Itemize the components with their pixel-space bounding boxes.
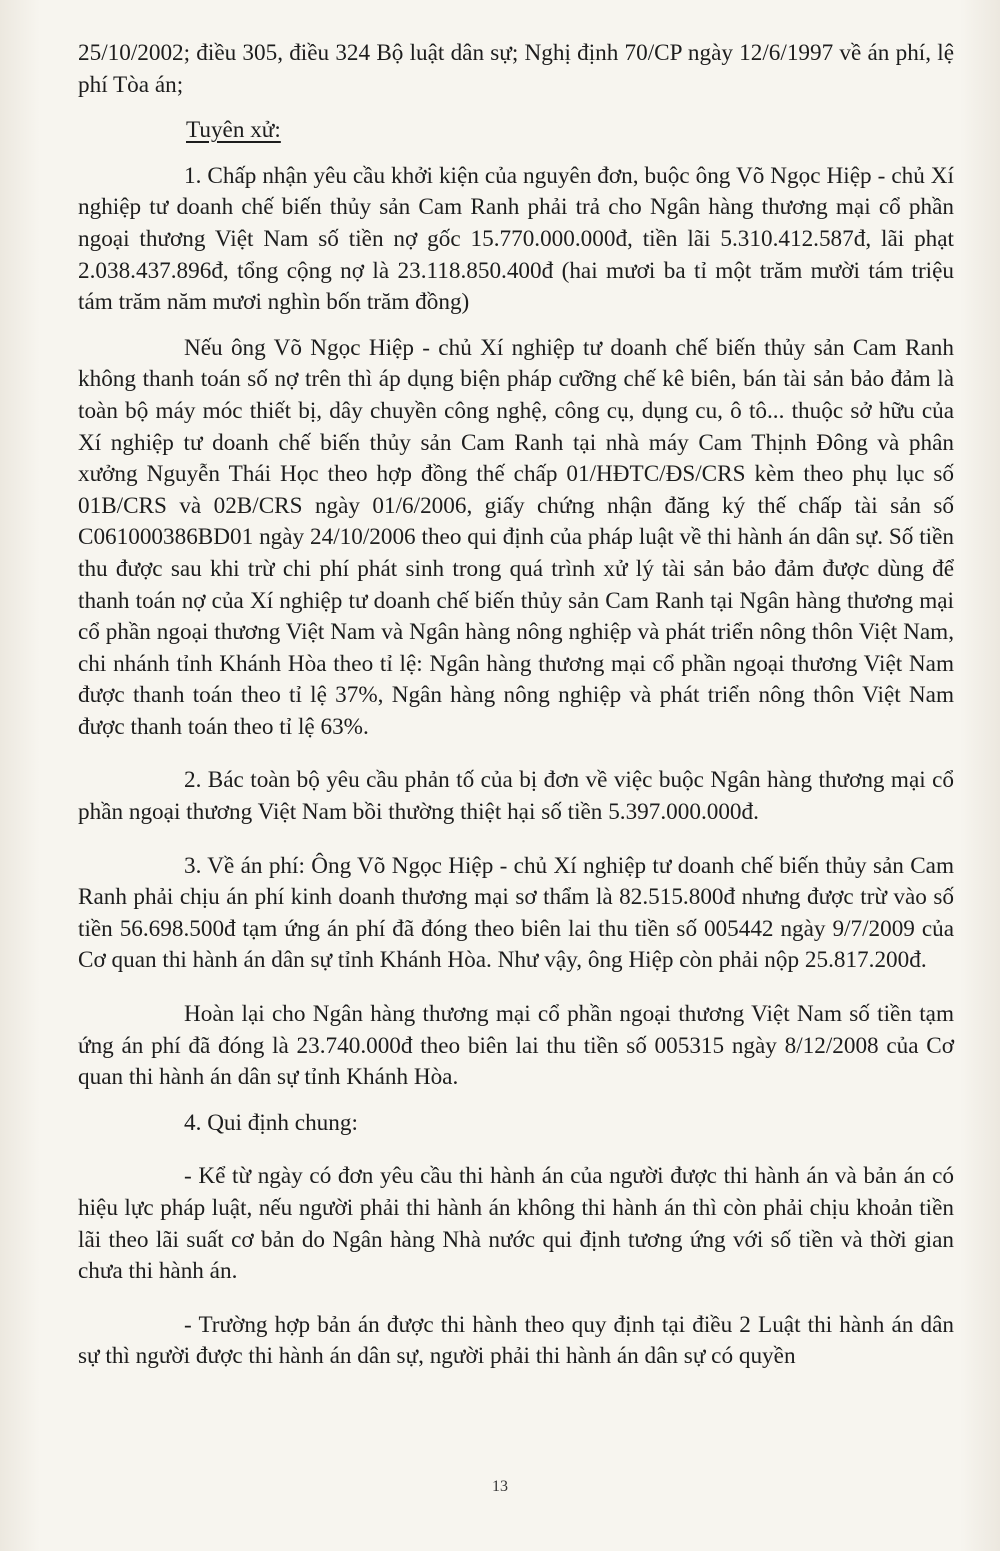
- ruling-item-3: 3. Về án phí: Ông Võ Ngọc Hiệp - chủ Xí nghiệp tư doanh chế biến thủy sản Cam Ranh phải chịu án phí kinh doanh thương mại sơ thẩm là 82.515.800đ nhưng được trừ vào số tiền 56.698.500đ tạm ứng án phí đã đóng theo biên lai thu tiền số 005442 ngày 9/7/2009 của Cơ quan thi hành án dân sự tỉnh Khánh Hòa. Như vậy, ông Hiệp còn phải nộp 25.817.200đ.: [78, 852, 954, 974]
- page-number: 13: [492, 1478, 508, 1495]
- ruling-item-2: 2. Bác toàn bộ yêu cầu phản tố của bị đơn về việc buộc Ngân hàng thương mại cổ phần ngoại thương Việt Nam bồi thường thiệt hại số tiền 5.397.000.000đ.: [78, 767, 954, 826]
- enforcement-paragraph: Nếu ông Võ Ngọc Hiệp - chủ Xí nghiệp tư doanh chế biến thủy sản Cam Ranh không thanh toán số nợ trên thì áp dụng biện pháp cưỡng chế kê biên, bán tài sản bảo đảm là toàn bộ máy móc thiết bị, dây chuyền công nghệ, công cụ, dụng cu, ô tô... thuộc sở hữu của Xí nghiệp tư doanh chế biến thủy sản Cam Ranh tại nhà máy Cam Thịnh Đông và phân xưởng Nguyễn Thái Học theo hợp đồng thế chấp 01/HĐTC/ĐS/CRS kèm theo phụ lục số 01B/CRS và 02B/CRS ngày 01/6/2006, giấy chứng nhận đăng ký thế chấp tài sản số C061000386BD01 ngày 24/10/2006 theo qui định của pháp luật về thi hành án dân sự. Số tiền thu được sau khi trừ chi phí phát sinh trong quá trình xử lý tài sản bảo đảm được dùng để thanh toán nợ của Xí nghiệp tư doanh chế biến thủy sản Cam Ranh tại Ngân hàng thương mại cổ phần ngoại thương Việt Nam và Ngân hàng nông nghiệp và phát triển nông thôn Việt Nam, chi nhánh tỉnh Khánh Hòa theo tỉ lệ: Ngân hàng thương mại cổ phần ngoại thương Việt Nam được thanh toán theo tỉ lệ 37%, Ngân hàng nông nghiệp và phát triển nông thôn Việt Nam được thanh toán theo tỉ lệ 63%.: [78, 334, 954, 740]
- refund-paragraph: Hoàn lại cho Ngân hàng thương mại cổ phần ngoại thương Việt Nam số tiền tạm ứng án phí đã đóng là 23.740.000đ theo biên lai thu tiền số 005315 ngày 8/12/2008 của Cơ quan thi hành án dân sự tỉnh Khánh Hòa.: [78, 1001, 954, 1091]
- general-provision-1: - Kể từ ngày có đơn yêu cầu thi hành án của người được thi hành án và bản án có hiệu lực pháp luật, nếu người phải thi hành án không thi hành án thì còn phải chịu khoản tiền lãi theo lãi suất cơ bản do Ngân hàng Nhà nước qui định tương ứng với số tiền và thời gian chưa thi hành án.: [78, 1163, 954, 1285]
- ruling-item-1: 1. Chấp nhận yêu cầu khởi kiện của nguyên đơn, buộc ông Võ Ngọc Hiệp - chủ Xí nghiệp tư doanh chế biến thủy sản Cam Ranh phải trả cho Ngân hàng thương mại cổ phần ngoại thương Việt Nam số tiền nợ gốc 15.770.000.000đ, tiền lãi 5.310.412.587đ, lãi phạt 2.038.437.896đ, tổng cộng nợ là 23.118.850.400đ (hai mươi ba tỉ một trăm mười tám triệu tám trăm năm mươi nghìn bốn trăm đồng): [78, 162, 954, 316]
- ruling-item-4: 4. Qui định chung:: [184, 1109, 358, 1136]
- general-provision-2: - Trường hợp bản án được thi hành theo quy định tại điều 2 Luật thi hành án dân sự thì người được thi hành án dân sự, người phải thi hành án dân sự có quyền: [78, 1311, 954, 1370]
- intro-paragraph: 25/10/2002; điều 305, điều 324 Bộ luật dân sự; Nghị định 70/CP ngày 12/6/1997 về án phí, lệ phí Tòa án;: [78, 40, 954, 98]
- ruling-heading: Tuyên xử:: [186, 117, 281, 144]
